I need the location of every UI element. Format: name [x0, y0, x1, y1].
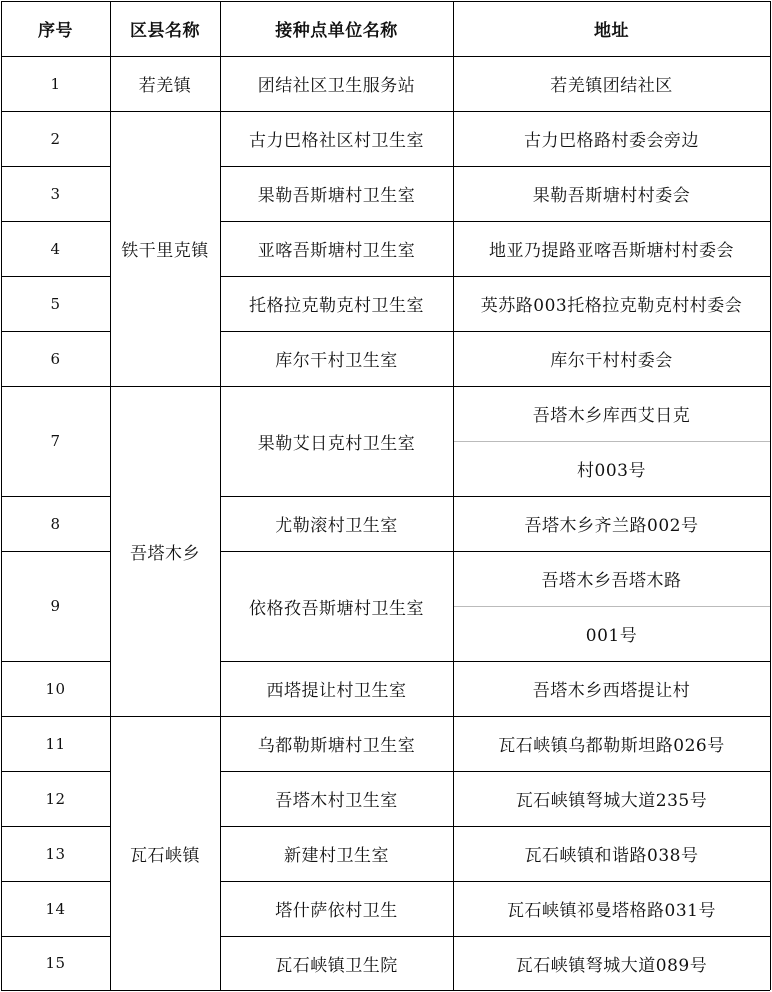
row-divider — [220, 221, 770, 222]
row-index: 15 — [45, 954, 66, 972]
column-divider — [220, 1, 221, 990]
address-cell: 地亚乃提路亚喀吾斯塘村村委会 — [489, 241, 734, 261]
header-district: 区县名称 — [130, 21, 200, 41]
address-cell: 瓦石峡镇弩城大道235号 — [515, 791, 708, 811]
address-cell: 果勒吾斯塘村村委会 — [532, 186, 691, 206]
site-name-cell: 乌都勒斯塘村卫生室 — [257, 736, 416, 756]
row-divider — [1, 716, 110, 717]
row-divider — [220, 771, 770, 772]
site-name-cell: 亚喀吾斯塘村卫生室 — [257, 241, 416, 261]
site-name-cell: 尤勒滚村卫生室 — [275, 516, 398, 536]
row-index: 7 — [50, 432, 61, 450]
row-divider — [220, 881, 770, 882]
row-divider — [220, 166, 770, 167]
header-site-name: 接种点单位名称 — [275, 21, 398, 41]
district-cell: 吾塔木乡 — [130, 543, 200, 564]
header-address: 地址 — [594, 21, 629, 41]
row-divider — [1, 496, 110, 497]
site-name-cell: 吾塔木村卫生室 — [275, 791, 398, 811]
row-index: 2 — [50, 129, 61, 148]
site-name-cell: 果勒艾日克村卫生室 — [257, 433, 416, 454]
site-name-cell: 西塔提让村卫生室 — [266, 681, 407, 701]
row-index: 5 — [50, 294, 61, 313]
column-divider — [770, 1, 771, 990]
row-index: 1 — [50, 74, 61, 93]
site-name-cell: 团结社区卫生服务站 — [257, 76, 416, 96]
address-line-divider — [453, 441, 770, 442]
address-cell: 001号 — [585, 626, 638, 646]
column-divider — [453, 1, 454, 990]
row-index: 11 — [45, 734, 66, 753]
address-line-divider — [453, 606, 770, 607]
row-divider — [1, 386, 110, 387]
row-index: 4 — [50, 239, 61, 258]
row-divider — [220, 936, 770, 937]
district-cell: 铁干里克镇 — [121, 241, 209, 261]
site-name-cell: 库尔干村卫生室 — [275, 351, 398, 371]
address-cell: 吾塔木乡吾塔木路 — [541, 571, 682, 591]
row-divider — [220, 661, 770, 662]
row-divider — [1, 826, 110, 827]
address-cell: 瓦石峡镇乌都勒斯坦路026号 — [498, 736, 725, 756]
row-divider — [220, 276, 770, 277]
address-cell: 若羌镇团结社区 — [550, 76, 673, 96]
row-divider — [1, 166, 110, 167]
row-divider — [1, 881, 110, 882]
site-name-cell: 新建村卫生室 — [284, 846, 389, 866]
row-index: 9 — [50, 597, 61, 615]
district-cell: 若羌镇 — [138, 76, 192, 96]
address-cell: 英苏路003托格拉克勒克村村委会 — [480, 296, 743, 316]
row-divider — [1, 111, 110, 112]
site-name-cell: 瓦石峡镇卫生院 — [275, 955, 398, 976]
row-index: 12 — [45, 789, 66, 808]
address-cell: 瓦石峡镇和谐路038号 — [524, 846, 699, 866]
row-divider — [1, 661, 110, 662]
site-name-cell: 果勒吾斯塘村卫生室 — [257, 186, 416, 206]
row-divider — [1, 221, 110, 222]
site-name-cell: 托格拉克勒克村卫生室 — [249, 296, 424, 316]
site-name-cell: 塔什萨依村卫生 — [275, 901, 398, 921]
header-index: 序号 — [38, 21, 73, 41]
site-name-cell: 依格孜吾斯塘村卫生室 — [249, 598, 424, 619]
address-cell: 瓦石峡镇祁曼塔格路031号 — [507, 901, 716, 921]
row-index: 8 — [50, 514, 61, 533]
row-divider — [220, 331, 770, 332]
row-divider — [220, 551, 770, 552]
header-bottom-border — [1, 56, 770, 57]
row-index: 14 — [45, 899, 66, 918]
district-cell: 瓦石峡镇 — [130, 845, 200, 866]
address-cell: 库尔干村村委会 — [550, 351, 673, 371]
row-divider — [220, 716, 770, 717]
row-divider — [1, 936, 110, 937]
address-cell: 村003号 — [577, 461, 646, 481]
row-divider — [220, 386, 770, 387]
row-index: 13 — [45, 844, 66, 863]
site-name-cell: 古力巴格社区村卫生室 — [249, 131, 424, 151]
row-divider — [110, 716, 220, 717]
row-index: 6 — [50, 349, 61, 368]
row-divider — [1, 276, 110, 277]
table-bottom-border — [1, 990, 770, 991]
column-divider — [1, 1, 2, 990]
row-divider — [220, 826, 770, 827]
row-divider — [220, 496, 770, 497]
table-top-border — [1, 1, 770, 2]
row-index: 3 — [50, 184, 61, 203]
address-cell: 瓦石峡镇弩城大道089号 — [515, 955, 708, 976]
address-cell: 古力巴格路村委会旁边 — [524, 131, 699, 151]
row-divider — [110, 111, 220, 112]
row-divider — [110, 386, 220, 387]
address-cell: 吾塔木乡库西艾日克 — [532, 406, 691, 426]
row-divider — [1, 551, 110, 552]
address-cell: 吾塔木乡齐兰路002号 — [524, 516, 699, 536]
column-divider — [110, 1, 111, 990]
row-divider — [220, 111, 770, 112]
row-divider — [1, 331, 110, 332]
row-divider — [1, 771, 110, 772]
address-cell: 吾塔木乡西塔提让村 — [532, 681, 691, 701]
row-index: 10 — [45, 679, 66, 698]
